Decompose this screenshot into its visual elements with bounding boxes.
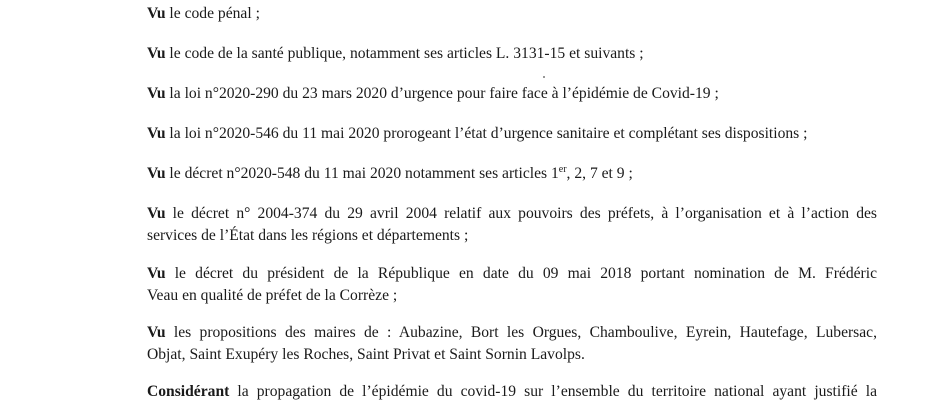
paragraph-keyword: Vu [147,85,166,102]
paragraph-decret-2004-374 [147,203,877,247]
paragraph-text-continued: , 2, 7 et 9 ; [566,165,633,182]
paragraph-text: les propositions des maires de : Aubazine, Bort les Orgues, Chamboulive, Eyrein, Hautefage, Lubersac, [165,324,877,341]
paragraph-text: le code pénal ; [165,5,260,22]
paragraph-text: le code de la santé publique, notamment ses articles L. 3131-15 et suivants ; [165,45,644,62]
paragraph-keyword: Vu [147,324,166,341]
paragraph-line-2: Veau en qualité de préfet de la Corrèze ; [147,287,398,304]
paragraph-line-2: Objat, Saint Exupéry les Roches, Saint Privat et Saint Sornin Lavolps. [147,346,585,363]
paragraph-propositions-maires [147,322,877,366]
paragraph-keyword: Vu [147,45,166,62]
paragraph-text: la propagation de l’épidémie du covid-19 sur l’ensemble du territoire national ayant justifié la [229,383,877,400]
paragraph-loi-2020-546 [147,123,877,145]
paragraph-text: le décret n°2020-548 du 11 mai 2020 notamment ses articles 1 [165,165,559,182]
paragraph-text: le décret du président de la République en date du 09 mai 2018 portant nomination de M. Frédéric [165,265,877,282]
paragraph-code-sante-publique [147,43,877,65]
paragraph-keyword: Vu [147,265,166,282]
paragraph-code-penal [147,3,877,25]
paragraph-line-1 [147,263,877,285]
paragraph-keyword: Vu [147,165,166,182]
paragraph-decret-nomination-prefet [147,263,877,307]
paragraph-text: la loi n°2020-290 du 23 mars 2020 d’urgence pour faire face à l’épidémie de Covid-19 ; [165,85,719,102]
scan-speck [543,76,545,78]
paragraph-text: le décret n° 2004-374 du 29 avril 2004 relatif aux pouvoirs des préfets, à l’organisation et à l’action des [165,205,877,222]
paragraph-line-2: services de l’État dans les régions et départements ; [147,227,469,244]
paragraph-keyword: Considérant [147,383,230,400]
paragraph-keyword: Vu [147,5,166,22]
paragraph-loi-2020-290 [147,83,877,105]
paragraph-line-1 [147,322,877,344]
superscript-er: er [558,164,567,175]
paragraph-line-1 [147,203,877,225]
paragraph-decret-2020-548 [147,163,877,185]
paragraph-keyword: Vu [147,125,166,142]
paragraph-keyword: Vu [147,205,166,222]
paragraph-text: la loi n°2020-546 du 11 mai 2020 prorogeant l’état d’urgence sanitaire et complétant ses dispositions ; [165,125,808,142]
